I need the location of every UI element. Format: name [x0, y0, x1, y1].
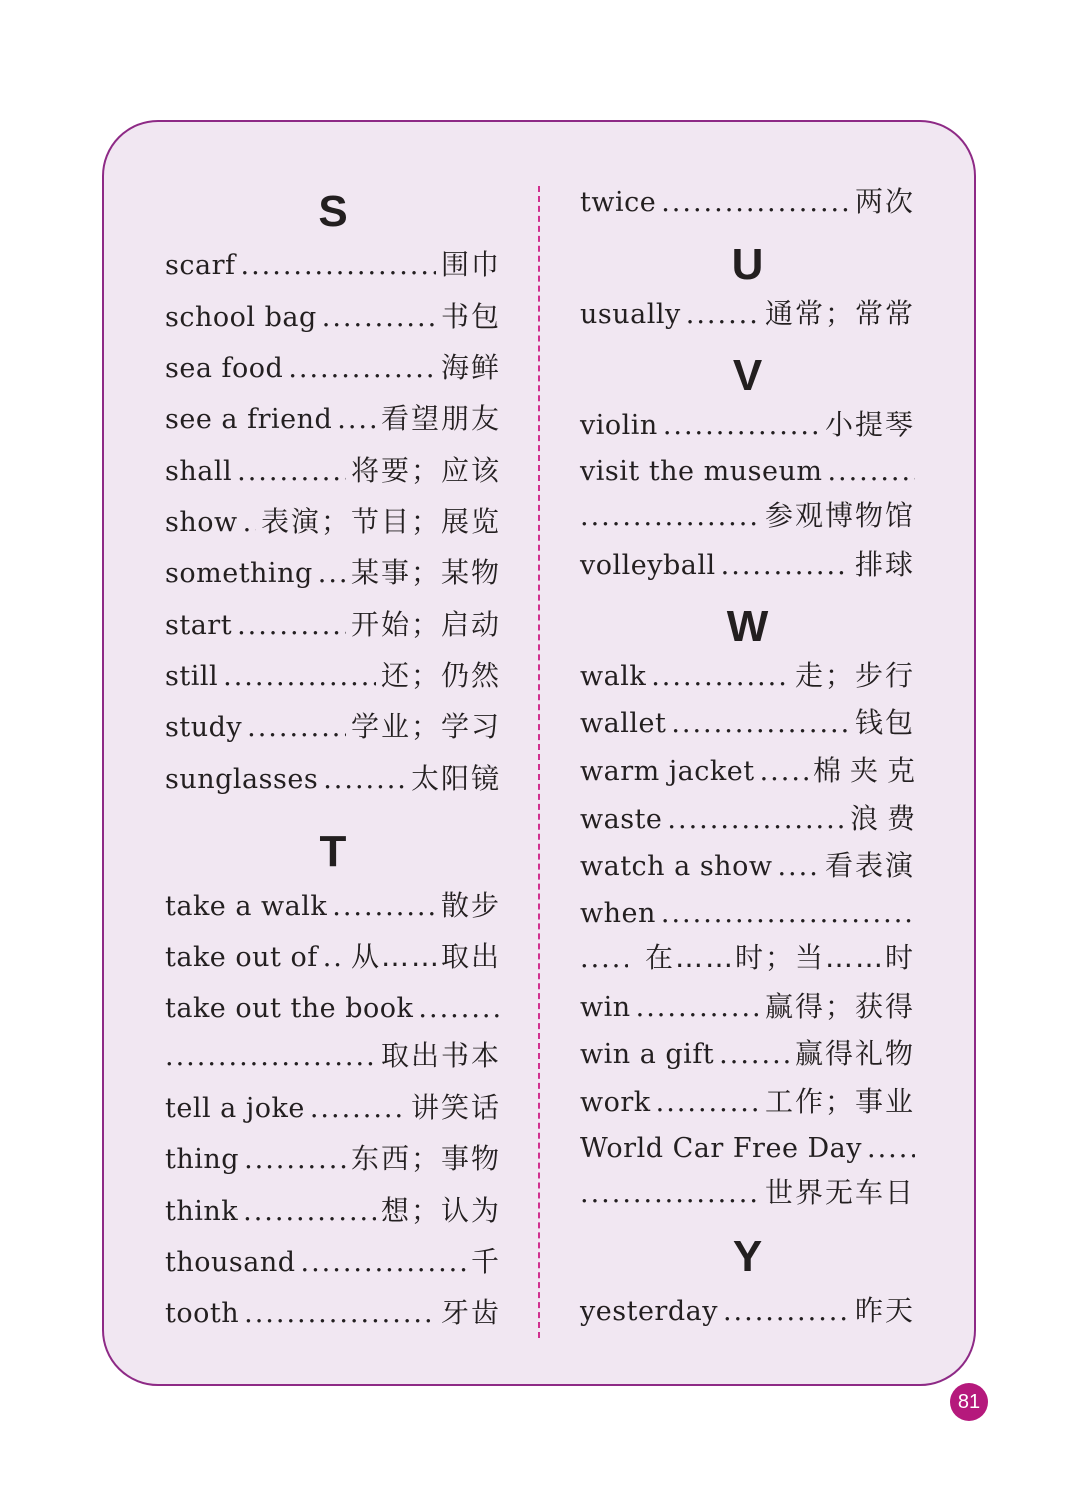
leader-dots [322, 304, 436, 331]
entry-word: when [580, 898, 656, 929]
leader-dots [323, 766, 406, 793]
entry-word: World Car Free Day [580, 1133, 863, 1164]
section-heading-t: T [319, 827, 347, 876]
page-number-badge: 81 [950, 1383, 988, 1421]
entry-word: take a walk [165, 891, 328, 922]
entry-word: volleyball [580, 550, 716, 581]
entry-twice [580, 185, 915, 218]
entry-work [580, 1085, 915, 1118]
entry-visit-the-museum [580, 458, 915, 485]
entry-meaning: 棉夹克 [812, 754, 924, 787]
entry-meaning: 在……时；当……时 [644, 941, 915, 974]
entry-word: wallet [580, 708, 667, 739]
entry-word: sea food [165, 353, 284, 384]
entry-word: school bag [165, 302, 317, 333]
entry-word: twice [580, 187, 657, 218]
leader-dots [656, 1089, 760, 1116]
entry-word: walk [580, 661, 647, 692]
entry-word: see a friend [165, 404, 333, 435]
entry-word: shall [165, 456, 233, 487]
entry-win-a-gift [580, 1037, 915, 1070]
entry-word: yesterday [580, 1296, 718, 1327]
leader-dots [721, 552, 850, 579]
entry-visit-the-museum-meaning [580, 499, 915, 532]
entry-still [165, 659, 501, 692]
entry-word: waste [580, 804, 663, 835]
entry-world-car-free-day [580, 1135, 915, 1162]
entry-tooth [165, 1296, 501, 1329]
entry-meaning: 从……取出 [350, 940, 501, 973]
entry-word: show [165, 507, 238, 538]
entry-meaning: 浪费 [849, 802, 924, 835]
entry-meaning: 海鲜 [440, 351, 501, 384]
entry-thousand [165, 1245, 501, 1278]
entry-word: visit the museum [580, 456, 823, 487]
entry-meaning: 取出书本 [380, 1039, 501, 1072]
entry-word: scarf [165, 250, 236, 281]
leader-dots [636, 994, 760, 1021]
leader-dots [244, 1300, 436, 1327]
leader-dots [580, 945, 628, 972]
entry-school-bag [165, 300, 501, 333]
entry-when-meaning [580, 941, 915, 974]
entry-word: study [165, 712, 243, 743]
section-heading-w: W [726, 602, 769, 651]
leader-dots [867, 1135, 915, 1162]
column-divider [538, 186, 540, 1338]
entry-word: start [165, 610, 233, 641]
entry-word: violin [580, 410, 658, 441]
entry-word: thousand [165, 1247, 296, 1278]
leader-dots [667, 806, 845, 833]
entry-meaning: 开始；启动 [350, 608, 501, 641]
entry-sunglasses [165, 762, 501, 795]
section-heading-y: Y [732, 1232, 763, 1281]
entry-meaning: 还；仍然 [380, 659, 501, 692]
entry-start [165, 608, 501, 641]
entry-word: work [580, 1087, 651, 1118]
entry-meaning: 通常；常常 [764, 297, 915, 330]
leader-dots [777, 853, 820, 880]
section-heading-v: V [732, 351, 763, 400]
entry-take-a-walk [165, 889, 501, 922]
entry-tell-a-joke [165, 1091, 501, 1124]
entry-meaning: 学业；学习 [350, 710, 501, 743]
leader-dots [671, 710, 850, 737]
entry-word: usually [580, 299, 681, 330]
entry-meaning: 小提琴 [824, 408, 915, 441]
entry-word: sunglasses [165, 764, 319, 795]
entry-meaning: 工作；事业 [764, 1085, 915, 1118]
entry-meaning: 围巾 [440, 248, 501, 281]
entry-meaning: 看望朋友 [380, 402, 501, 435]
entry-word: take out of [165, 942, 318, 973]
entry-see-a-friend [165, 402, 501, 435]
entry-think [165, 1194, 501, 1227]
leader-dots [332, 893, 436, 920]
entry-meaning: 千 [470, 1245, 501, 1278]
entry-waste [580, 802, 924, 835]
leader-dots [760, 758, 808, 785]
entry-meaning: 世界无车日 [764, 1176, 915, 1209]
leader-dots [651, 663, 790, 690]
entry-word: warm jacket [580, 756, 755, 787]
leader-dots [237, 458, 346, 485]
entry-shall [165, 454, 501, 487]
entry-meaning: 昨天 [854, 1294, 915, 1327]
entry-thing [165, 1142, 501, 1175]
entry-something [165, 556, 501, 589]
leader-dots [723, 1298, 850, 1325]
entry-show [165, 505, 501, 538]
leader-dots [310, 1095, 406, 1122]
leader-dots [661, 189, 850, 216]
entry-meaning: 书包 [440, 300, 501, 333]
entry-meaning: 东西；事物 [350, 1142, 501, 1175]
leader-dots [244, 1146, 346, 1173]
leader-dots [318, 560, 346, 587]
leader-dots [663, 412, 820, 439]
entry-meaning: 两次 [854, 185, 915, 218]
entry-take-out-the-book-meaning [165, 1039, 501, 1072]
entry-sea-food [165, 351, 501, 384]
entry-study [165, 710, 501, 743]
entry-meaning: 太阳镜 [410, 762, 501, 795]
entry-warm-jacket [580, 754, 924, 787]
entry-meaning: 将要；应该 [350, 454, 501, 487]
leader-dots [301, 1249, 466, 1276]
section-heading-s: S [318, 187, 348, 236]
entry-meaning: 散步 [440, 889, 501, 922]
leader-dots [165, 1043, 376, 1070]
entry-walk [580, 659, 915, 692]
entry-word: still [165, 661, 219, 692]
leader-dots [237, 612, 346, 639]
entry-word: watch a show [580, 851, 773, 882]
entry-take-out-the-book [165, 995, 501, 1022]
entry-word: win [580, 992, 631, 1023]
entry-usually [580, 297, 915, 330]
leader-dots [223, 663, 376, 690]
entry-meaning: 表演；节目；展览 [260, 505, 501, 538]
entry-word: thing [165, 1144, 240, 1175]
leader-dots [323, 944, 346, 971]
entry-meaning: 走；步行 [794, 659, 915, 692]
entry-meaning: 赢得；获得 [764, 990, 915, 1023]
entry-meaning: 参观博物馆 [764, 499, 915, 532]
entry-word: something [165, 558, 313, 589]
entry-word: tell a joke [165, 1093, 305, 1124]
entry-when [580, 900, 915, 927]
entry-meaning: 钱包 [854, 706, 915, 739]
entry-meaning: 赢得礼物 [794, 1037, 915, 1070]
entry-wallet [580, 706, 915, 739]
leader-dots [661, 900, 915, 927]
leader-dots [686, 301, 760, 328]
leader-dots [247, 714, 346, 741]
entry-meaning: 排球 [854, 548, 915, 581]
entry-word: win a gift [580, 1039, 715, 1070]
leader-dots [243, 1198, 376, 1225]
leader-dots [418, 995, 501, 1022]
entry-word: think [165, 1196, 239, 1227]
entry-word: take out the book [165, 993, 414, 1024]
entry-scarf [165, 248, 501, 281]
entry-meaning: 看表演 [824, 849, 915, 882]
entry-yesterday [580, 1294, 915, 1327]
entry-volleyball [580, 548, 915, 581]
entry-violin [580, 408, 915, 441]
leader-dots [240, 252, 436, 279]
entry-word: tooth [165, 1298, 240, 1329]
leader-dots [580, 1180, 760, 1207]
leader-dots [827, 458, 915, 485]
entry-win [580, 990, 915, 1023]
entry-meaning: 讲笑话 [410, 1091, 501, 1124]
leader-dots [337, 406, 376, 433]
leader-dots [243, 509, 256, 536]
leader-dots [719, 1041, 790, 1068]
entry-world-car-free-day-meaning [580, 1176, 915, 1209]
entry-meaning: 想；认为 [380, 1194, 501, 1227]
entry-take-out-of [165, 940, 501, 973]
entry-watch-a-show [580, 849, 915, 882]
entry-meaning: 牙齿 [440, 1296, 501, 1329]
leader-dots [288, 355, 436, 382]
entry-meaning: 某事；某物 [350, 556, 501, 589]
leader-dots [580, 503, 760, 530]
section-heading-u: U [731, 240, 764, 289]
